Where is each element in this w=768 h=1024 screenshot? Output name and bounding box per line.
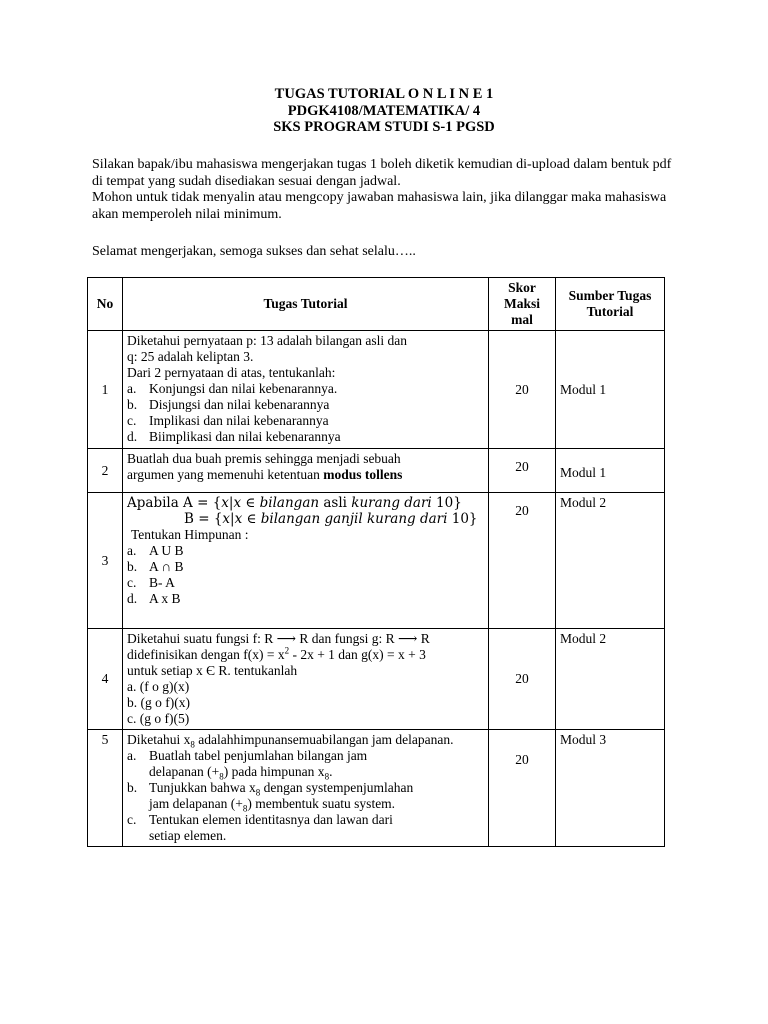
task-item: a. Konjungsi dan nilai kebenarannya.: [127, 381, 338, 396]
score-cell: 20: [489, 493, 556, 629]
task-item: c. Implikasi dan nilai kebenarannya: [127, 413, 329, 428]
task-line: Diketahui $x_8$ adalahhimpunansemuabilangan jam delapanan.: [127, 732, 454, 750]
score-cell: 20: [489, 629, 556, 730]
task-line: Buatlah dua buah premis sehingga menjadi sebuah: [127, 451, 401, 466]
task-item-cont: delapanan $(+_8)$ pada himpunan $x_8$.: [149, 764, 333, 782]
task-item: d. Biimplikasi dan nilai kebenarannya: [127, 429, 341, 444]
set-b-definition: B = {x|x ∈ bilangan ganjil kurang dari 10}: [184, 511, 478, 527]
task-instruction: Tentukan Himpunan :: [131, 527, 249, 542]
source-cell: Modul 3: [556, 730, 665, 847]
table-row: [88, 493, 665, 629]
task-cell: [123, 493, 489, 629]
source-cell: Modul 2: [556, 629, 665, 730]
header-sumber-line: Sumber Tugas: [568, 288, 652, 303]
instruction-paragraph-2: Mohon untuk tidak menyalin atau mengcopy jawaban mahasiswa lain, jika dilanggar maka mahasiswa akan memperoleh nilai minimum.: [92, 190, 667, 222]
task-item: c. Tentukan elemen identitasnya dan lawan dari: [127, 812, 393, 827]
task-line: didefinisikan dengan $f(x) = x^2 - 2x + 1$ dan g(x) = x + 3: [127, 645, 426, 662]
header-program: SKS PROGRAM STUDI S-1 PGSD: [273, 119, 495, 135]
row-number: 1: [88, 331, 123, 449]
task-line: Dari 2 pernyataan di atas, tentukanlah:: [127, 365, 336, 380]
row-number: 5: [88, 730, 123, 847]
score-cell: 20: [489, 730, 556, 847]
task-cell: [123, 449, 489, 493]
task-line: Diketahui suatu fungsi f: R ⟶ R dan fungsi g: R ⟶ R: [127, 631, 430, 646]
set-a-definition: Apabila A = {x|x ∈ bilangan asli kurang dari 10}: [127, 495, 462, 511]
header-skor-line: Skor: [508, 280, 536, 295]
task-item: a. A U B: [127, 543, 184, 558]
document-header: [0, 86, 768, 136]
header-sumber: [556, 278, 665, 331]
task-item: b. Disjungsi dan nilai kebenarannya: [127, 397, 330, 412]
header-skor-line: Maksi: [503, 296, 540, 311]
table-row: [88, 730, 665, 847]
table-header-row: [88, 278, 665, 331]
source-cell: Modul 1: [556, 331, 665, 449]
header-sumber-line: Tutorial: [586, 304, 634, 319]
task-line: untuk setiap x Є R. tentukanlah: [127, 663, 298, 678]
task-item: b. A ∩ B: [127, 559, 184, 574]
task-item: b. Tunjukkan bahwa $x_8$ dengan systempenjumlahan: [127, 780, 414, 798]
header-title: TUGAS TUTORIAL O N L I N E 1: [274, 86, 494, 102]
source-cell: Modul 2: [556, 493, 665, 629]
task-line: Diketahui pernyataan p: 13 adalah bilangan asli dan: [127, 333, 408, 348]
task-item: a. Buatlah tabel penjumlahan bilangan jam: [127, 748, 368, 763]
row-number: 3: [88, 493, 123, 629]
instructions: [92, 157, 682, 223]
task-item: c. (g o f)(5): [127, 711, 190, 726]
task-table: [87, 277, 665, 847]
row-number: 2: [88, 449, 123, 493]
task-line: argumen yang memenuhi ketentuan modus tollens: [127, 467, 403, 482]
task-item-cont: setiap elemen.: [149, 828, 227, 843]
task-item: a. (f o g)(x): [127, 679, 190, 694]
table-row: [88, 629, 665, 730]
greeting: Selamat mengerjakan, semoga sukses dan sehat selalu…..: [92, 244, 416, 259]
header-skor: [489, 278, 556, 331]
task-item: d. A x B: [127, 591, 181, 606]
task-item: c. B- A: [127, 575, 175, 590]
task-item-cont: jam delapanan $(+_8)$ membentuk suatu system.: [149, 796, 396, 814]
task-item: b. (g o f)(x): [127, 695, 190, 710]
score-cell: 20: [489, 331, 556, 449]
task-cell: [123, 730, 489, 847]
header-course: PDGK4108/MATEMATIKA/ 4: [287, 102, 481, 119]
table-row: [88, 331, 665, 449]
header-tugas: Tugas Tutorial: [123, 278, 489, 331]
task-cell: [123, 629, 489, 730]
task-cell: [123, 331, 489, 449]
score-cell: 20: [489, 449, 556, 493]
row-number: 4: [88, 629, 123, 730]
header-no: No: [88, 278, 123, 331]
instruction-paragraph-1: Silakan bapak/ibu mahasiswa mengerjakan tugas 1 boleh diketik kemudian di-upload dalam bentuk pdf di tempat yang sudah disediakan sesuai dengan jadwal.: [92, 157, 672, 189]
table-row: [88, 449, 665, 493]
modus-tollens-term: modus tollens: [323, 467, 403, 482]
task-line: q: 25 adalah keliptan 3.: [127, 349, 254, 364]
source-cell: Modul 1: [556, 449, 665, 493]
header-skor-line: mal: [511, 312, 533, 327]
